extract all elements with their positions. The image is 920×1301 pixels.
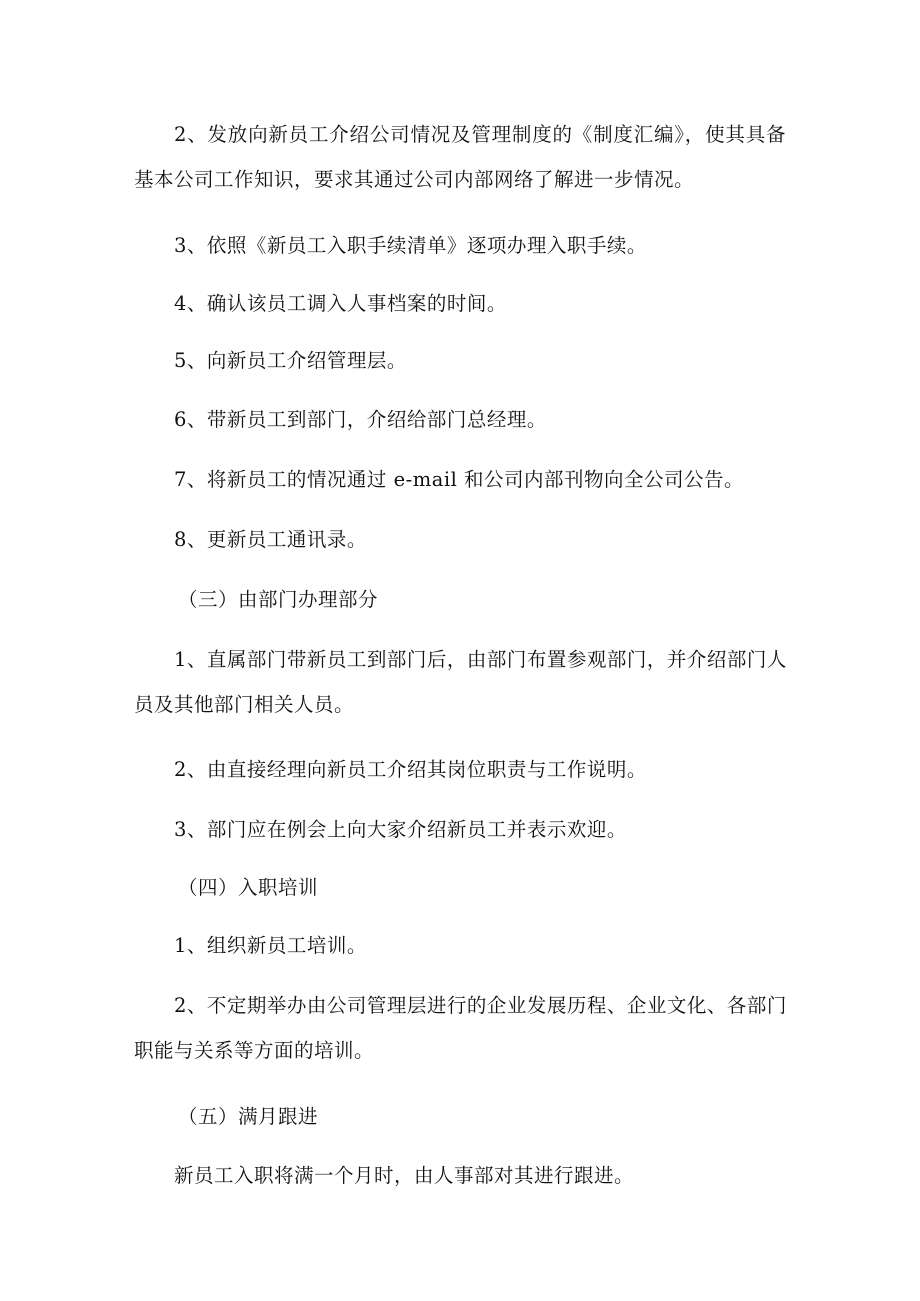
paragraph-line: 8、更新员工通讯录。 (174, 528, 367, 551)
section-heading: （四）入职培训 (178, 876, 319, 899)
paragraph-line: 3、依照《新员工入职手续清单》逐项办理入职手续。 (174, 234, 647, 257)
paragraph-line: 4、确认该员工调入人事档案的时间。 (174, 292, 507, 315)
section-heading: （五）满月跟进 (178, 1105, 319, 1128)
paragraph-line: 6、带新员工到部门，介绍给部门总经理。 (174, 408, 547, 431)
paragraph-line: 2、由直接经理向新员工介绍其岗位职责与工作说明。 (174, 758, 647, 781)
paragraph-line: 7、将新员工的情况通过 e-mail 和公司内部刊物向全公司公告。 (174, 468, 745, 491)
paragraph-line: 员及其他部门相关人员。 (134, 693, 355, 716)
paragraph-line: 基本公司工作知识，要求其通过公司内部网络了解进一步情况。 (134, 168, 695, 191)
paragraph-line: 2、发放向新员工介绍公司情况及管理制度的《制度汇编》，使其具备 (174, 123, 786, 146)
section-heading: （三）由部门办理部分 (178, 588, 379, 611)
paragraph-line: 新员工入职将满一个月时，由人事部对其进行跟进。 (174, 1164, 635, 1187)
paragraph-line: 3、部门应在例会上向大家介绍新员工并表示欢迎。 (174, 818, 627, 841)
paragraph-line: 1、组织新员工培训。 (174, 934, 367, 957)
paragraph-line: 5、向新员工介绍管理层。 (174, 349, 407, 372)
paragraph-line: 1、直属部门带新员工到部门后，由部门布置参观部门，并介绍部门人 (174, 648, 787, 671)
paragraph-line: 职能与关系等方面的培训。 (134, 1039, 375, 1062)
paragraph-line: 2、不定期举办由公司管理层进行的企业发展历程、企业文化、各部门 (174, 994, 787, 1017)
